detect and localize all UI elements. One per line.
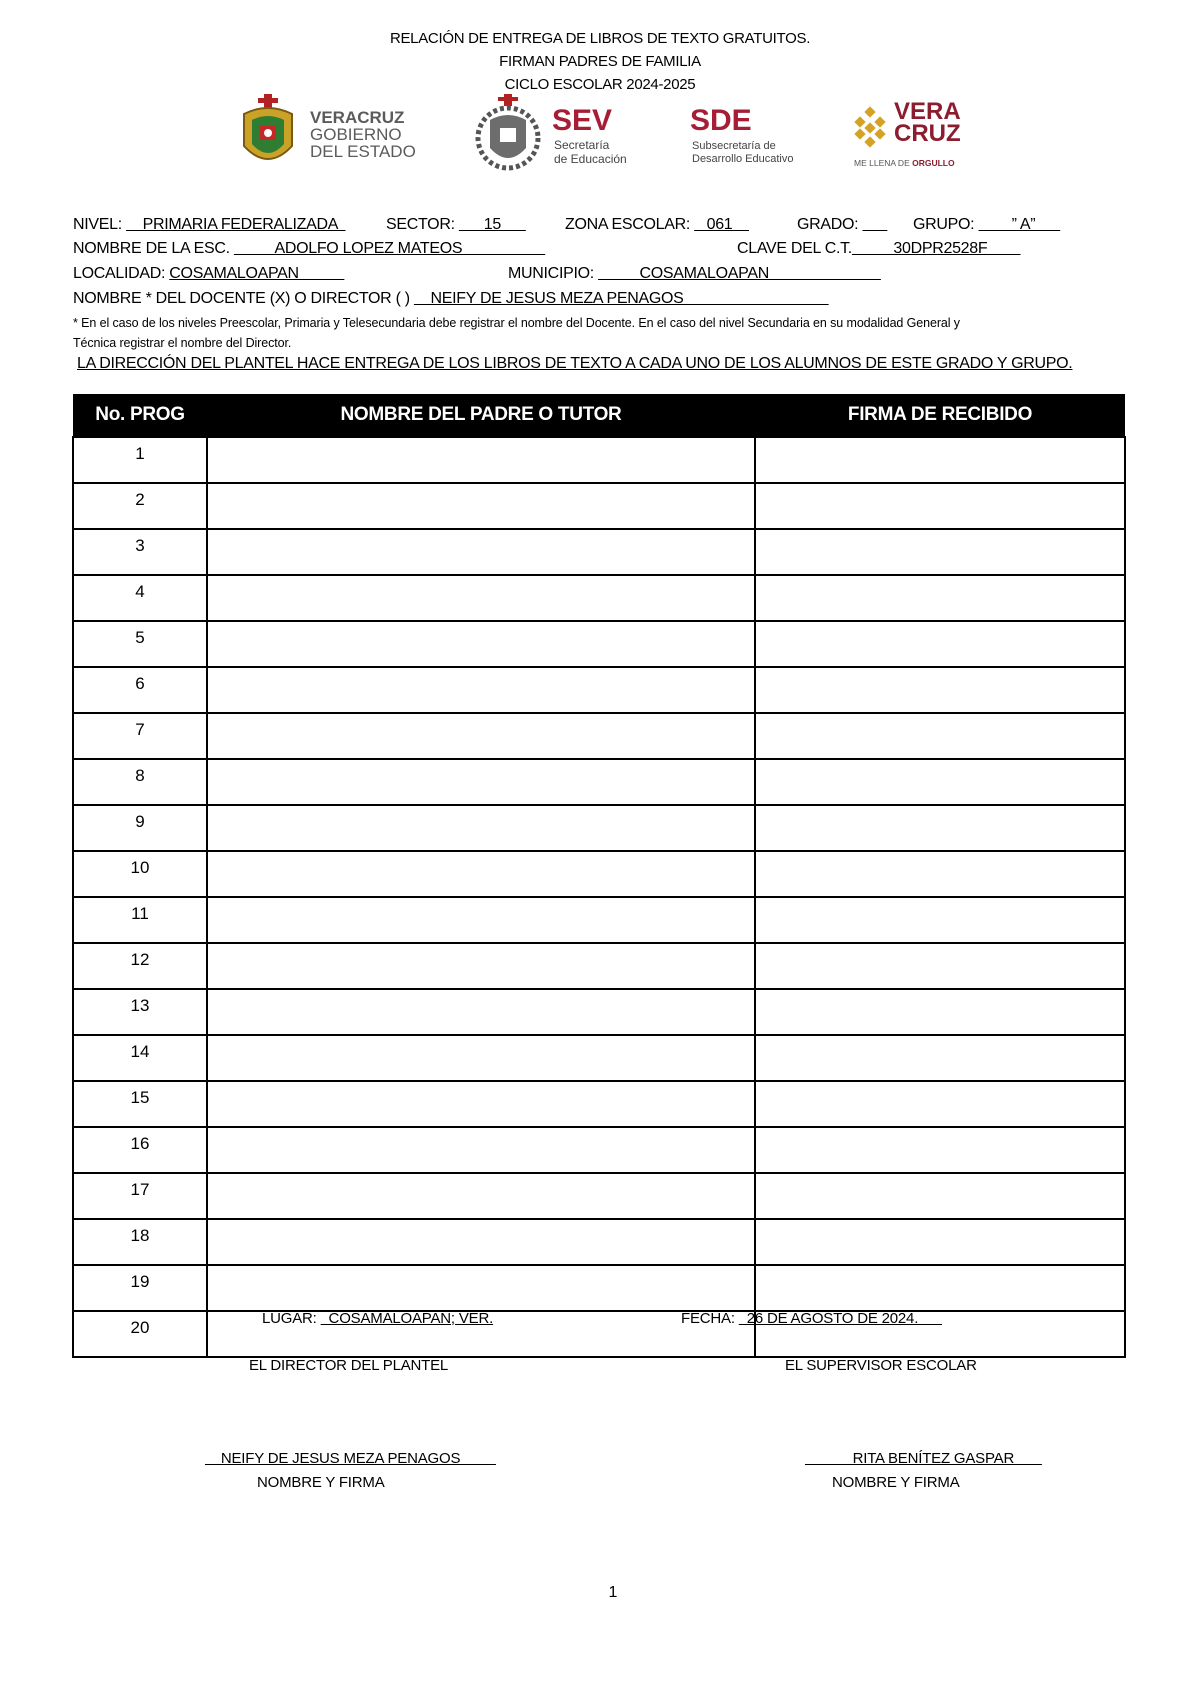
director-name-text: NEIFY DE JESUS MEZA PENAGOS <box>205 1450 496 1467</box>
logo-text: SDE <box>690 104 752 137</box>
sector-row <box>386 216 526 234</box>
col-header-signature: FIRMA DE RECIBIDO <box>755 394 1125 437</box>
logo-text: Subsecretaría de <box>692 140 776 152</box>
row-number: 11 <box>73 897 207 943</box>
signature-cell[interactable] <box>755 1219 1125 1265</box>
localidad-row <box>73 265 344 283</box>
lugar-row <box>262 1310 493 1327</box>
parent-name-cell[interactable] <box>207 851 755 897</box>
row-number: 1 <box>73 437 207 483</box>
signature-cell[interactable] <box>755 851 1125 897</box>
localidad-label: LOCALIDAD: <box>73 265 170 282</box>
logo-text: ORGULLO <box>912 158 955 168</box>
parent-name-cell[interactable] <box>207 621 755 667</box>
col-header-no-prog: No. PROG <box>73 394 207 437</box>
row-number: 6 <box>73 667 207 713</box>
row-number: 10 <box>73 851 207 897</box>
logo-text: Secretaría <box>554 138 610 152</box>
row-number: 16 <box>73 1127 207 1173</box>
page-number: 1 <box>608 1584 618 1601</box>
nivel-row <box>73 216 346 234</box>
parent-name-cell[interactable] <box>207 759 755 805</box>
instruction-note <box>73 313 1133 353</box>
table-row <box>73 805 1125 851</box>
director-title: EL DIRECTOR DEL PLANTEL <box>249 1357 449 1374</box>
parent-name-cell[interactable] <box>207 575 755 621</box>
row-number: 12 <box>73 943 207 989</box>
row-number: 20 <box>73 1311 207 1357</box>
docente-row <box>73 290 829 308</box>
table-row <box>73 943 1125 989</box>
clave-value: 30DPR2528F <box>851 240 1021 257</box>
signature-cell[interactable] <box>755 1265 1125 1311</box>
signature-cell[interactable] <box>755 667 1125 713</box>
row-number: 5 <box>73 621 207 667</box>
signature-cell[interactable] <box>755 805 1125 851</box>
table-row <box>73 1311 1125 1357</box>
parent-name-cell[interactable] <box>207 1173 755 1219</box>
signature-cell[interactable] <box>755 759 1125 805</box>
delivery-statement: LA DIRECCIÓN DEL PLANTEL HACE ENTREGA DE LOS LIBROS DE TEXTO A CADA UNO DE LOS ALUMNOS DE ESTE GRADO Y GRUPO. <box>77 355 1073 372</box>
signature-cell[interactable] <box>755 1173 1125 1219</box>
parent-name-cell[interactable] <box>207 667 755 713</box>
document-subtitle: FIRMAN PADRES DE FAMILIA <box>499 53 701 70</box>
grado-value <box>862 216 887 233</box>
municipio-label: MUNICIPIO: <box>508 265 599 282</box>
supervisor-name-text: RITA BENÍTEZ GASPAR <box>805 1450 1042 1467</box>
signature-cell[interactable] <box>755 529 1125 575</box>
row-number: 2 <box>73 483 207 529</box>
parent-name-cell[interactable] <box>207 989 755 1035</box>
table-row <box>73 1265 1125 1311</box>
docente-value: NEIFY DE JESUS MEZA PENAGOS <box>413 290 829 307</box>
logo-tagline <box>854 158 955 168</box>
veracruz-brand-logo <box>850 100 970 172</box>
sector-label: SECTOR: <box>386 216 459 233</box>
table-row <box>73 667 1125 713</box>
clave-label: CLAVE DEL C.T. <box>737 240 852 257</box>
row-number: 13 <box>73 989 207 1035</box>
table-row <box>73 989 1125 1035</box>
grupo-value: ” A” <box>978 216 1061 233</box>
table-row <box>73 713 1125 759</box>
signature-cell[interactable] <box>755 897 1125 943</box>
logo-text: SEV <box>552 104 613 137</box>
signature-cell[interactable] <box>755 1127 1125 1173</box>
municipio-value: COSAMALOAPAN <box>598 265 881 282</box>
logo-text: ME LLENA DE <box>854 158 913 168</box>
row-number: 8 <box>73 759 207 805</box>
table-row <box>73 897 1125 943</box>
lugar-value: COSAMALOAPAN; VER. <box>320 1310 494 1327</box>
zona-label: ZONA ESCOLAR: <box>565 216 695 233</box>
school-cycle: CICLO ESCOLAR 2024-2025 <box>504 76 696 93</box>
row-number: 18 <box>73 1219 207 1265</box>
table-row <box>73 1219 1125 1265</box>
signature-cell[interactable] <box>755 575 1125 621</box>
table-header-row <box>73 394 1125 437</box>
grado-label: GRADO: <box>797 216 863 233</box>
escuela-value: ADOLFO LOPEZ MATEOS <box>233 240 546 257</box>
fecha-row <box>681 1310 942 1327</box>
logo-text: CRUZ <box>894 120 961 147</box>
row-number: 3 <box>73 529 207 575</box>
veracruz-government-logo <box>236 94 416 174</box>
parent-name-cell[interactable] <box>207 897 755 943</box>
grado-row <box>797 216 887 234</box>
row-number: 15 <box>73 1081 207 1127</box>
nivel-label: NIVEL: <box>73 216 127 233</box>
document-title: RELACIÓN DE ENTREGA DE LIBROS DE TEXTO GRATUITOS. <box>389 30 811 47</box>
table-row <box>73 529 1125 575</box>
signature-cell[interactable] <box>755 1035 1125 1081</box>
row-number: 7 <box>73 713 207 759</box>
supervisor-name <box>805 1450 1042 1467</box>
parent-name-cell[interactable] <box>207 483 755 529</box>
parent-name-cell[interactable] <box>207 1219 755 1265</box>
parent-name-cell[interactable] <box>207 1035 755 1081</box>
supervisor-firma-label: NOMBRE Y FIRMA <box>832 1474 960 1491</box>
signature-cell[interactable] <box>755 713 1125 759</box>
localidad-value: COSAMALOAPAN <box>169 265 345 282</box>
veracruz-shield-icon <box>236 94 300 172</box>
logo-text: Desarrollo Educativo <box>692 153 794 165</box>
clave-row <box>737 240 1021 258</box>
logo-text: GOBIERNO <box>310 125 402 144</box>
escuela-label: NOMBRE DE LA ESC. <box>73 240 234 257</box>
logo-text: VERA <box>894 98 961 125</box>
note-line: Técnica registrar el nombre del Director. <box>73 336 292 350</box>
brand-pattern-icon <box>850 106 890 150</box>
parent-name-cell[interactable] <box>207 713 755 759</box>
col-header-parent-name: NOMBRE DEL PADRE O TUTOR <box>207 394 755 437</box>
table-row <box>73 621 1125 667</box>
nivel-value: PRIMARIA FEDERALIZADA <box>126 216 346 233</box>
logo-text: DEL ESTADO <box>310 142 416 161</box>
row-number: 4 <box>73 575 207 621</box>
parent-name-cell[interactable] <box>207 943 755 989</box>
table-row <box>73 575 1125 621</box>
note-line: * En el caso de los niveles Preescolar, Primaria y Telesecundaria debe registrar el nombre del Docente. En el caso del nivel Secundaria en su modalidad General y <box>73 316 960 330</box>
row-number: 19 <box>73 1265 207 1311</box>
grupo-row <box>913 216 1060 234</box>
sev-logo <box>474 94 654 174</box>
escuela-row <box>73 240 545 258</box>
parent-name-cell[interactable] <box>207 437 755 483</box>
table-row <box>73 1173 1125 1219</box>
signature-cell[interactable] <box>755 437 1125 483</box>
signature-cell[interactable] <box>755 483 1125 529</box>
zona-row <box>565 216 749 234</box>
signature-table <box>72 394 1126 1358</box>
parent-name-cell[interactable] <box>207 1081 755 1127</box>
signature-cell[interactable] <box>755 1081 1125 1127</box>
municipio-row <box>508 265 881 283</box>
zona-value: 061 <box>694 216 749 233</box>
table-row <box>73 759 1125 805</box>
sector-value: 15 <box>458 216 526 233</box>
grupo-label: GRUPO: <box>913 216 979 233</box>
fecha-label: FECHA: <box>681 1310 739 1327</box>
director-firma-label: NOMBRE Y FIRMA <box>257 1474 385 1491</box>
table-row <box>73 1081 1125 1127</box>
table-row <box>73 483 1125 529</box>
supervisor-title: EL SUPERVISOR ESCOLAR <box>785 1357 977 1374</box>
table-row <box>73 1035 1125 1081</box>
signature-cell[interactable] <box>755 621 1125 667</box>
signature-cell[interactable] <box>755 989 1125 1035</box>
director-name <box>205 1450 496 1467</box>
row-number: 9 <box>73 805 207 851</box>
fecha-value: 26 DE AGOSTO DE 2024. <box>738 1310 942 1327</box>
logo-text: de Educación <box>554 152 627 166</box>
table-row <box>73 851 1125 897</box>
parent-name-cell[interactable] <box>207 1265 755 1311</box>
table-row <box>73 1127 1125 1173</box>
logo-text: VERACRUZ <box>310 108 405 127</box>
sev-shield-icon <box>474 94 542 174</box>
docente-label: NOMBRE * DEL DOCENTE (X) O DIRECTOR ( ) <box>73 290 414 307</box>
lugar-label: LUGAR: <box>262 1310 321 1327</box>
signature-cell[interactable] <box>755 943 1125 989</box>
parent-name-cell[interactable] <box>207 529 755 575</box>
row-number: 14 <box>73 1035 207 1081</box>
table-row <box>73 437 1125 483</box>
row-number: 17 <box>73 1173 207 1219</box>
sde-logo <box>690 104 840 174</box>
parent-name-cell[interactable] <box>207 805 755 851</box>
parent-name-cell[interactable] <box>207 1127 755 1173</box>
